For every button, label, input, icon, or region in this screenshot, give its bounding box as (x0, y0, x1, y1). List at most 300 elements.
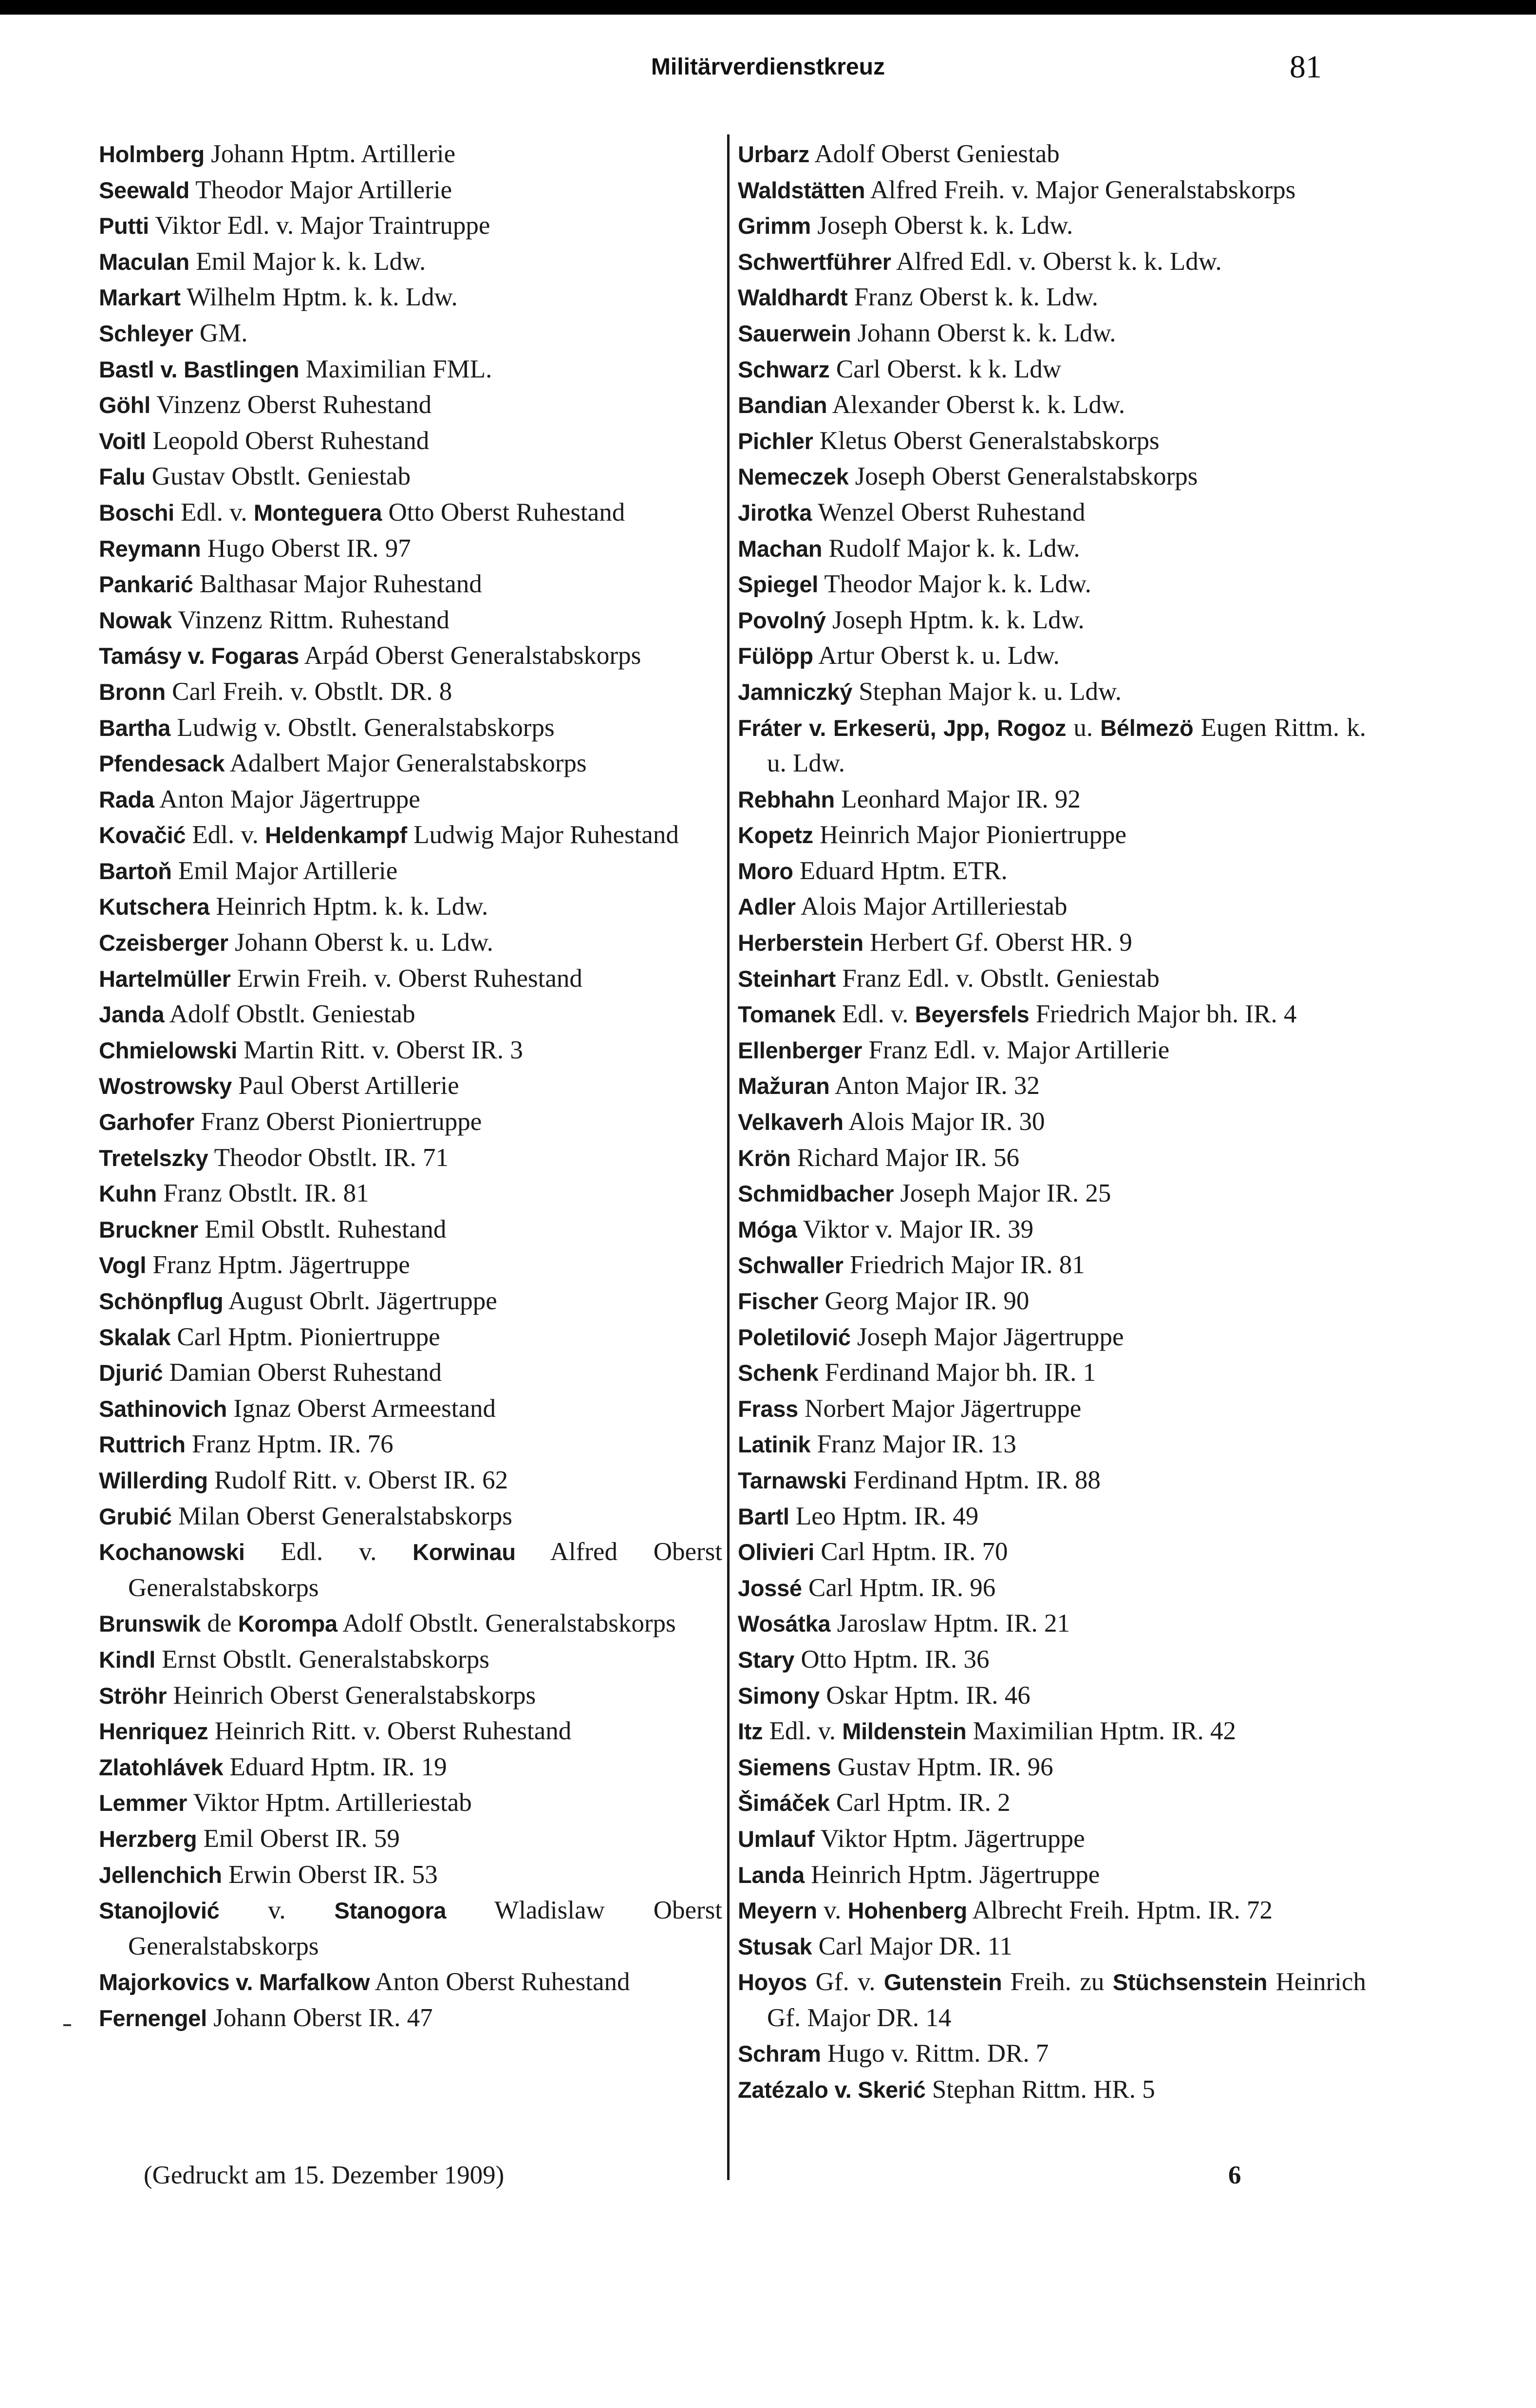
list-item (99, 1821, 722, 1857)
entry-details: Anton Oberst Ruhestand (370, 1968, 630, 1996)
entry-details: Maximilian FML. (299, 355, 492, 383)
list-item (738, 1140, 1366, 1176)
list-item (99, 1247, 722, 1283)
entry-name: Umlauf (738, 1825, 815, 1852)
entry-name: Itz (738, 1718, 763, 1745)
column-divider (727, 134, 730, 2180)
entry-details: Eduard Hptm. ETR. (793, 856, 1008, 885)
entry-name: Kutschera (99, 894, 210, 920)
entry-name: Schram (738, 2041, 821, 2067)
entry-name: Schönpflug (99, 1288, 224, 1314)
entry-details: Emil Major Artillerie (171, 856, 398, 885)
entry-details: Adolf Oberst Geniestab (809, 140, 1060, 168)
entry-name: Stanojlović (99, 1898, 220, 1924)
entry-name: Fülöpp (738, 643, 813, 669)
entry-details: Alois Major IR. 30 (843, 1108, 1045, 1136)
entry-details: Edl. v. (186, 821, 265, 849)
entry-details: Herbert Gf. Oberst HR. 9 (863, 928, 1132, 957)
entry-name: Kochanowski (99, 1539, 245, 1565)
entry-details: Emil Oberst IR. 59 (197, 1824, 400, 1853)
list-item (99, 459, 722, 495)
list-item (738, 531, 1366, 567)
list-item (738, 387, 1366, 423)
entry-details: Franz Edl. v. Obstlt. Geniestab (836, 964, 1160, 993)
list-item (99, 244, 722, 280)
list-item (99, 136, 722, 172)
entry-details: Alois Major Artilleriestab (795, 892, 1068, 921)
entry-details: Johann Oberst k. u. Ldw. (228, 928, 493, 957)
entry-name: Pfendesack (99, 751, 225, 777)
entry-details: Gustav Obstlt. Geniestab (145, 462, 411, 491)
entry-details: v. (817, 1896, 848, 1925)
list-item (99, 208, 722, 244)
entry-details: Heinrich Major Pioniertruppe (813, 821, 1127, 849)
entry-name: Machan (738, 535, 823, 562)
entry-name: Kindl (99, 1646, 155, 1673)
entry-details: Erwin Oberst IR. 53 (222, 1860, 438, 1889)
list-item (738, 997, 1366, 1033)
entry-details: Otto Oberst Ruhestand (382, 498, 625, 527)
list-item (99, 2000, 722, 2036)
entry-name: Schenk (738, 1360, 819, 1386)
entry-name: Gutenstein (883, 1969, 1002, 1995)
entry-name: Korwinau (412, 1539, 516, 1565)
entry-name: Adler (738, 894, 796, 920)
list-item (738, 1785, 1366, 1821)
entry-details: Edl. v. (244, 1538, 413, 1566)
entry-details: Ignaz Oberst Armeestand (227, 1394, 496, 1423)
list-item (99, 674, 722, 710)
list-item (99, 1713, 722, 1750)
entry-details: Viktor v. Major IR. 39 (797, 1215, 1034, 1243)
entry-name: Grimm (738, 213, 811, 239)
entry-details: Wladislaw Oberst Generalstabskorps (128, 1896, 722, 1960)
list-item (738, 459, 1366, 495)
entry-details: Jaroslaw Hptm. IR. 21 (830, 1609, 1070, 1638)
entry-name: Seewald (99, 177, 189, 203)
entry-name: Urbarz (738, 141, 810, 167)
entry-name: Fischer (738, 1288, 819, 1314)
entry-name: Djurić (99, 1360, 163, 1386)
print-date-note: (Gedruckt am 15. Dezember 1909) (144, 2161, 505, 2189)
entry-details: Franz Oberst k. k. Ldw. (847, 283, 1099, 312)
entry-details: de (201, 1609, 238, 1638)
entry-name: Jellenchich (99, 1862, 222, 1888)
entry-details: Heinrich Hptm. Jägertruppe (804, 1860, 1100, 1889)
list-item (99, 387, 722, 423)
list-item (738, 172, 1366, 208)
list-item (99, 1606, 722, 1642)
entry-details: Carl Hptm. IR. 2 (829, 1788, 1011, 1817)
list-item (99, 1068, 722, 1104)
list-item (738, 352, 1366, 388)
entry-details: Wilhelm Hptm. k. k. Ldw. (180, 283, 458, 312)
entry-name: Tarnawski (738, 1467, 847, 1493)
entry-details: Viktor Edl. v. Major Traintruppe (149, 211, 490, 240)
entry-details: Theodor Obstlt. IR. 71 (208, 1143, 449, 1172)
entry-details: Carl Hptm. Pioniertruppe (170, 1322, 440, 1351)
entry-name: Fráter v. Erkeserü, Jpp, Rogoz (738, 715, 1067, 741)
entry-details: Emil Obstlt. Ruhestand (198, 1215, 447, 1243)
entry-name: Stüchsenstein (1112, 1969, 1268, 1995)
list-item (99, 1499, 722, 1535)
list-item (738, 638, 1366, 674)
list-item (99, 172, 722, 208)
entry-details: Hugo Oberst IR. 97 (201, 534, 411, 563)
entry-details: Franz Hptm. Jägertruppe (146, 1251, 410, 1279)
entry-details: Maximilian Hptm. IR. 42 (966, 1717, 1236, 1746)
entry-name: Bruckner (99, 1216, 198, 1242)
list-item (99, 817, 722, 853)
entry-details: Ludwig Major Ruhestand (407, 821, 679, 849)
entry-name: Vogl (99, 1252, 147, 1279)
list-item (738, 2036, 1366, 2072)
list-item (99, 280, 722, 316)
entry-details: Carl Freih. v. Obstlt. DR. 8 (165, 677, 452, 706)
entry-name: Meyern (738, 1898, 817, 1924)
entry-name: Boschi (99, 499, 174, 526)
entry-details: Alfred Oberst Generalstabskorps (128, 1538, 722, 1602)
list-item (99, 1642, 722, 1678)
entry-details: Alfred Freih. v. Major Generalstabskorps (865, 175, 1296, 204)
entry-name: Herberstein (738, 930, 863, 956)
entry-details: Gustav Hptm. IR. 96 (831, 1752, 1053, 1781)
list-item (738, 1606, 1366, 1642)
entry-details: Leopold Oberst Ruhestand (146, 426, 430, 455)
entry-details: Joseph Hptm. k. k. Ldw. (825, 605, 1085, 634)
list-item (99, 925, 722, 961)
entry-name: Korompa (238, 1611, 337, 1637)
list-item (738, 1929, 1366, 1965)
entry-name: Jossé (738, 1575, 802, 1601)
entry-name: Kopetz (738, 822, 813, 848)
list-item (99, 316, 722, 352)
entry-details: Emil Major k. k. Ldw. (189, 247, 426, 276)
entry-details: Heinrich Oberst Generalstabskorps (167, 1681, 536, 1710)
list-item (738, 208, 1366, 244)
entry-name: Reymann (99, 535, 201, 562)
entry-name: Tomanek (738, 1001, 836, 1028)
entry-details: Hugo v. Rittm. DR. 7 (821, 2039, 1049, 2068)
list-item (99, 710, 722, 746)
list-item (738, 1355, 1366, 1391)
entry-details: Stephan Rittm. HR. 5 (925, 2075, 1155, 2104)
list-item (738, 1893, 1366, 1929)
entry-details: Ludwig v. Obstlt. Generalstabskorps (170, 713, 555, 742)
entry-name: Poletilović (738, 1324, 851, 1350)
list-item (738, 1068, 1366, 1104)
entry-details: Franz Edl. v. Major Artillerie (862, 1035, 1170, 1064)
list-item (738, 1499, 1366, 1535)
entry-name: Olivieri (738, 1539, 814, 1565)
entry-details: Oskar Hptm. IR. 46 (819, 1681, 1030, 1710)
list-item (738, 710, 1366, 782)
entry-details: Theodor Major k. k. Ldw. (818, 570, 1091, 599)
list-item (738, 136, 1366, 172)
entry-details: Viktor Hptm. Jägertruppe (814, 1824, 1085, 1853)
entry-details: Damian Oberst Ruhestand (163, 1358, 442, 1387)
list-item (99, 531, 722, 567)
list-item (738, 853, 1366, 889)
list-item (99, 853, 722, 889)
entry-name: Kovačić (99, 822, 186, 848)
list-item (99, 638, 722, 674)
list-item (99, 1355, 722, 1391)
list-item (99, 602, 722, 639)
list-item (738, 1821, 1366, 1857)
entry-name: Zlatohlávek (99, 1754, 224, 1780)
entry-details: Ernst Obstlt. Generalstabskorps (155, 1645, 489, 1674)
list-item (738, 782, 1366, 818)
entry-name: Garhofer (99, 1109, 195, 1135)
entry-name: Hohenberg (847, 1898, 967, 1924)
list-item (738, 566, 1366, 602)
entry-name: Schwertführer (738, 248, 891, 275)
entry-name: Henriquez (99, 1718, 208, 1745)
entry-name: Ellenberger (738, 1037, 862, 1063)
entry-details: Franz Hptm. IR. 76 (185, 1430, 393, 1459)
entry-name: Tretelszky (99, 1145, 208, 1171)
sheet-number: 6 (1228, 2161, 1241, 2189)
document-page (0, 15, 1536, 2408)
entry-name: Schwarz (738, 356, 830, 382)
entry-details: Adalbert Major Generalstabskorps (225, 749, 587, 778)
list-item (738, 1033, 1366, 1069)
entry-name: Janda (99, 1001, 165, 1028)
list-item (738, 1391, 1366, 1427)
entry-name: Markart (99, 284, 181, 311)
list-item (738, 1678, 1366, 1714)
page-header-title: Militärverdienstkreuz (651, 54, 885, 80)
list-item (738, 1247, 1366, 1283)
list-item (738, 244, 1366, 280)
entry-name: Simony (738, 1682, 820, 1709)
entry-name: Pankarić (99, 571, 193, 598)
entry-name: Nemeczek (738, 464, 849, 490)
page-number: 81 (1290, 49, 1322, 85)
entry-details: Eduard Hptm. IR. 19 (223, 1752, 447, 1781)
entry-name: Schwaller (738, 1252, 843, 1279)
entry-details: Gf. v. (807, 1968, 884, 1996)
entry-details: Milan Oberst Generalstabskorps (171, 1502, 512, 1530)
entry-details: Otto Hptm. IR. 36 (794, 1645, 990, 1674)
list-item (99, 1176, 722, 1212)
entry-name: Sathinovich (99, 1395, 227, 1422)
entry-name: Pichler (738, 428, 813, 454)
list-item (99, 961, 722, 997)
entry-details: Rudolf Major k. k. Ldw. (822, 534, 1080, 563)
entry-name: Falu (99, 464, 146, 490)
list-item (99, 782, 722, 818)
entry-name: Móga (738, 1216, 797, 1242)
entry-name: Ruttrich (99, 1431, 186, 1458)
entry-details: Johann Oberst IR. 47 (206, 2003, 433, 2032)
entry-name: Rada (99, 786, 154, 812)
entry-details: August Obrlt. Jägertruppe (223, 1287, 497, 1315)
list-item (738, 1176, 1366, 1212)
entry-name: Heldenkampf (265, 822, 407, 848)
entry-details: Artur Oberst k. u. Ldw. (813, 641, 1060, 670)
entry-name: Ströhr (99, 1682, 167, 1709)
entry-name: Moro (738, 858, 793, 884)
list-item (99, 1319, 722, 1355)
list-item (99, 1893, 722, 1964)
entry-name: Waldhardt (738, 284, 848, 311)
entry-details: Carl Hptm. IR. 70 (814, 1538, 1008, 1566)
entry-name: Majorkovics v. Marfalkow (99, 1969, 370, 1995)
list-item (99, 566, 722, 602)
entry-details: Freih. zu (1002, 1968, 1113, 1996)
entry-name: Waldstätten (738, 177, 865, 203)
list-item (99, 495, 722, 531)
entry-details: Johann Hptm. Artillerie (204, 140, 456, 168)
list-item (99, 1857, 722, 1893)
margin-mark (63, 2024, 71, 2026)
entry-name: Monteguera (253, 499, 382, 526)
entry-name: Schleyer (99, 320, 193, 346)
entry-name: Spiegel (738, 571, 819, 598)
entry-name: Holmberg (99, 141, 205, 167)
entry-name: Bandian (738, 392, 827, 418)
list-item (99, 746, 722, 782)
entry-name: Bartha (99, 715, 171, 741)
entry-details: Kletus Oberst Generalstabskorps (813, 426, 1160, 455)
entry-name: Steinhart (738, 965, 836, 992)
entry-name: Czeisberger (99, 930, 228, 956)
entry-name: Hoyos (738, 1969, 807, 1995)
entry-name: Putti (99, 213, 149, 239)
list-item (99, 1785, 722, 1821)
entry-details: Richard Major IR. 56 (790, 1143, 1019, 1172)
entry-name: Nowak (99, 607, 172, 633)
entry-name: Grubić (99, 1503, 172, 1529)
entry-name: Herzberg (99, 1825, 197, 1852)
entry-name: Göhl (99, 392, 150, 418)
entry-details: Leo Hptm. IR. 49 (789, 1502, 979, 1530)
list-item (738, 1104, 1366, 1140)
left-column (99, 136, 722, 2036)
entry-details: Wenzel Oberst Ruhestand (812, 498, 1086, 527)
list-item (99, 1534, 722, 1606)
list-item (99, 1750, 722, 1786)
entry-details: GM. (193, 319, 248, 347)
entry-details: Vinzenz Rittm. Ruhestand (172, 605, 450, 634)
list-item (99, 1427, 722, 1463)
entry-name: Frass (738, 1395, 798, 1422)
entry-name: Chmielowski (99, 1037, 238, 1063)
list-item (738, 1463, 1366, 1499)
entry-name: Stanogora (334, 1898, 447, 1924)
entry-name: Krön (738, 1145, 791, 1171)
list-item (738, 889, 1366, 925)
entry-name: Lemmer (99, 1790, 187, 1816)
list-item (99, 1140, 722, 1176)
entry-name: Jamniczký (738, 678, 853, 705)
list-item (99, 1964, 722, 2000)
list-item (738, 423, 1366, 459)
entry-details: Edl. v. (174, 498, 254, 527)
entry-details: Heinrich Ritt. v. Oberst Ruhestand (208, 1717, 572, 1746)
list-item (738, 2072, 1366, 2108)
entry-details: Edl. v. (835, 1000, 915, 1029)
entry-name: Kuhn (99, 1181, 157, 1207)
entry-details: Theodor Major Artillerie (189, 175, 452, 204)
list-item (738, 1857, 1366, 1893)
list-item (738, 925, 1366, 961)
list-item (99, 1463, 722, 1499)
entry-name: Brunswik (99, 1611, 201, 1637)
entry-details: Edl. v. (763, 1717, 843, 1746)
entry-details: Leonhard Major IR. 92 (834, 785, 1081, 813)
entry-name: Tamásy v. Fogaras (99, 643, 300, 669)
list-item (738, 674, 1366, 710)
entry-details: Arpád Oberst Generalstabskorps (299, 641, 641, 670)
list-item (738, 1642, 1366, 1678)
entry-name: Fernengel (99, 2005, 207, 2031)
entry-name: Povolný (738, 607, 826, 633)
entry-name: Bélmezö (1100, 715, 1194, 741)
entry-details: Erwin Freih. v. Oberst Ruhestand (230, 964, 582, 993)
entry-details: Alfred Edl. v. Oberst k. k. Ldw. (891, 247, 1222, 276)
entry-details: Joseph Major Jägertruppe (850, 1322, 1124, 1351)
entry-name: Mildenstein (842, 1718, 967, 1745)
entry-name: Wostrowsky (99, 1073, 232, 1099)
entry-details: Johann Oberst k. k. Ldw. (851, 319, 1116, 347)
entry-name: Mažuran (738, 1073, 830, 1099)
entry-name: Hartelmüller (99, 965, 231, 992)
entry-details: Carl Major DR. 11 (812, 1932, 1013, 1960)
entry-details: Adolf Obstlt. Generalstabskorps (337, 1609, 676, 1638)
list-item (738, 316, 1366, 352)
entry-name: Bartl (738, 1503, 789, 1529)
list-item (738, 1319, 1366, 1355)
entry-name: Jirotka (738, 499, 812, 526)
list-item (738, 1570, 1366, 1606)
entry-details: Georg Major IR. 90 (818, 1287, 1030, 1315)
entry-details: Carl Hptm. IR. 96 (802, 1573, 996, 1602)
entry-details: Paul Oberst Artillerie (232, 1072, 459, 1100)
entry-details: Norbert Major Jägertruppe (798, 1394, 1082, 1423)
list-item (738, 280, 1366, 316)
entry-details: v. (219, 1896, 335, 1925)
entry-name: Schmidbacher (738, 1181, 894, 1207)
entry-name: Siemens (738, 1754, 831, 1780)
entry-name: Rebhahn (738, 786, 835, 812)
list-item (99, 997, 722, 1033)
entry-details: Friedrich Major bh. IR. 4 (1029, 1000, 1297, 1029)
entry-name: Landa (738, 1862, 805, 1888)
entry-details: Joseph Oberst Generalstabskorps (848, 462, 1198, 491)
entry-name: Bastl v. Bastlingen (99, 356, 300, 382)
entry-name: Bronn (99, 678, 166, 705)
entry-name: Bartoň (99, 858, 172, 884)
list-item (738, 1283, 1366, 1319)
list-item (738, 961, 1366, 997)
entry-details: Adolf Obstlt. Geniestab (164, 1000, 415, 1029)
list-item (99, 1104, 722, 1140)
list-item (738, 1964, 1366, 2036)
entry-name: Zatézalo v. Skerić (738, 2077, 926, 2103)
entry-name: Wosátka (738, 1611, 831, 1637)
right-column (738, 136, 1366, 2108)
list-item (738, 1427, 1366, 1463)
entry-details: Martin Ritt. v. Oberst IR. 3 (237, 1035, 523, 1064)
entry-name: Sauerwein (738, 320, 851, 346)
entry-details: Eugen Rittm. k. u. Ldw. (767, 713, 1367, 778)
entry-details: Franz Major IR. 13 (810, 1430, 1016, 1459)
entry-details: Viktor Hptm. Artilleriestab (187, 1788, 472, 1817)
entry-details: Heinrich Hptm. k. k. Ldw. (209, 892, 488, 921)
